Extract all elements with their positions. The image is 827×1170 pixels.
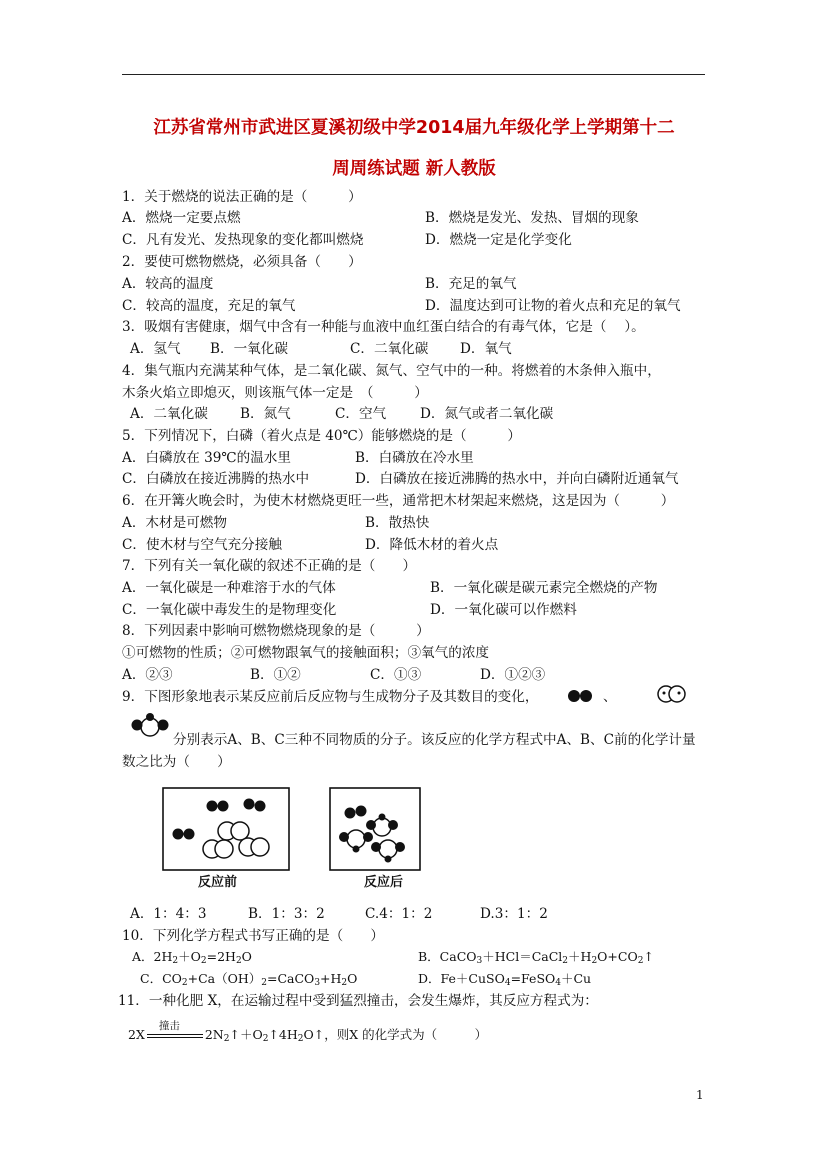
q10-option-a: A．$2H_2+O_2=2H_2O$	[132, 949, 252, 966]
q10-option-d: D．Fe＋CuSO$_4$=FeSO$_4$＋Cu	[418, 971, 592, 988]
q9-option-c: C.4：1：2	[365, 906, 433, 922]
q8-factors: ①可燃物的性质；②可燃物跟氧气的接触面积；③氧气的浓度	[122, 645, 490, 661]
q10-option-b: B．$CaCO_3+HCl=CaCl_2+H_2O+CO_2↑$	[418, 949, 654, 966]
q3-option-b: B．一氧化碳	[210, 341, 288, 357]
q4-option-a: A．二氧化碳	[130, 406, 208, 422]
q8-option-d: D．①②③	[480, 667, 546, 683]
q5-stem: 5．下列情况下，白磷（着火点是 40℃）能够燃烧的是（ ）	[122, 428, 521, 444]
q8-option-c: C．①③	[370, 667, 422, 683]
q9-stem-line-2: 分别表示A、B、C三种不同物质的分子。该反应的化学方程式中A、B、C前的化学计量	[173, 732, 696, 748]
q3-option-c: C．二氧化碳	[350, 341, 429, 357]
q11-equation: 2X 撞击 $2N_2↑+O_2↑4H_2O↑$，则X 的化学式为（ ）	[128, 1026, 487, 1048]
q9-separator: 、	[603, 689, 617, 705]
q10-option-c: C．$CO_2+Ca(OH)_2=CaCO_3+H_2O$	[140, 971, 358, 988]
q2-option-a: A．较高的温度	[122, 276, 214, 292]
q7-option-b: B．一氧化碳是碳元素完全燃烧的产物	[430, 580, 658, 596]
q5-option-a: A．白磷放在 39℃的温水里	[122, 450, 291, 466]
page-number: 1	[696, 1088, 704, 1102]
q8-option-a: A．②③	[122, 667, 173, 683]
q6-option-d: D．降低木材的着火点	[365, 537, 499, 553]
molecule-a-icon	[565, 687, 601, 705]
q7-option-d: D．一氧化碳可以作燃料	[430, 602, 577, 618]
q9-stem-line-1: 9．下图形象地表示某反应前后反应物与生成物分子及其数目的变化，	[122, 689, 539, 705]
q1-option-b: B．燃烧是发光、发热、冒烟的现象	[425, 210, 639, 226]
q3-option-d: D．氧气	[460, 341, 512, 357]
q6-option-b: B．散热快	[365, 515, 430, 531]
q1-option-c: C．凡有发光、发热现象的变化都叫燃烧	[122, 232, 364, 248]
q3-stem: 3．吸烟有害健康，烟气中含有一种能与血液中血红蛋白结合的有毒气体，它是（ ）。	[122, 319, 645, 335]
q11-tail: ，则X 的化学式为（ ）	[324, 1027, 488, 1042]
q7-option-c: C．一氧化碳中毒发生的是物理变化	[122, 602, 337, 618]
q9-option-d: D.3：1：2	[480, 906, 548, 922]
q2-option-d: D．温度达到可让物的着火点和充足的氧气	[425, 298, 681, 314]
q11-condition: 撞击	[158, 1019, 180, 1032]
title-line-1: 江苏省常州市武进区夏溪初级中学2014届九年级化学上学期第十二	[153, 118, 675, 138]
q1-stem: 1．关于燃烧的说法正确的是（ ）	[122, 189, 362, 205]
q5-option-c: C．白磷放在接近沸腾的热水中	[122, 471, 310, 487]
q2-stem: 2．要使可燃物燃烧，必须具备（ ）	[122, 254, 362, 270]
header-rule	[122, 74, 705, 75]
q6-option-a: A．木材是可燃物	[122, 515, 227, 531]
q8-stem: 8．下列因素中影响可燃物燃烧现象的是（ ）	[122, 623, 430, 639]
label-after: 反应后	[364, 875, 404, 890]
q6-option-c: C．使木材与空气充分接触	[122, 537, 282, 553]
q9-option-a: A．1：4：3	[130, 906, 207, 922]
reaction-diagram	[160, 785, 430, 895]
q4-option-b: B．氮气	[240, 406, 291, 422]
label-before: 反应前	[198, 875, 238, 890]
q7-stem: 7．下列有关一氧化碳的叙述不正确的是（ ）	[122, 558, 417, 574]
q2-option-c: C．较高的温度，充足的氧气	[122, 298, 296, 314]
q4-stem-line-1: 4．集气瓶内充满某种气体，是二氧化碳、氮气、空气中的一种。将燃着的木条伸入瓶中，	[122, 363, 661, 379]
q5-option-b: B．白磷放在冷水里	[355, 450, 474, 466]
q3-option-a: A．氢气	[130, 341, 181, 357]
q10-stem: 10．下列化学方程式书写正确的是（ ）	[122, 928, 384, 944]
molecule-c-icon	[128, 713, 172, 741]
q5-option-d: D．白磷放在接近沸腾的热水中，并向白磷附近通氧气	[355, 471, 679, 487]
q4-option-c: C．空气	[335, 406, 387, 422]
q7-option-a: A．一氧化碳是一种难溶于水的气体	[122, 580, 336, 596]
q4-option-d: D．氮气或者二氧化碳	[420, 406, 554, 422]
q8-option-b: B．①②	[250, 667, 301, 683]
q9-option-b: B．1：3：2	[248, 906, 325, 922]
title-line-2: 周周练试题 新人教版	[332, 159, 496, 179]
q1-option-d: D．燃烧一定是化学变化	[425, 232, 572, 248]
q6-stem: 6．在开篝火晚会时，为使木材燃烧更旺一些，通常把木材架起来燃烧，这是因为（ ）	[122, 493, 675, 509]
q1-option-a: A．燃烧一定要点燃	[122, 210, 241, 226]
q9-stem-line-3: 数之比为（ ）	[122, 754, 231, 770]
molecule-b-icon	[655, 684, 689, 704]
q4-stem-line-2: 木条火焰立即熄灭，则该瓶气体一定是 （ ）	[122, 385, 428, 401]
q11-stem: 11．一种化肥 X，在运输过程中受到猛烈撞击，会发生爆炸，其反应方程式为：	[118, 993, 598, 1009]
q2-option-b: B．充足的氧气	[425, 276, 517, 292]
